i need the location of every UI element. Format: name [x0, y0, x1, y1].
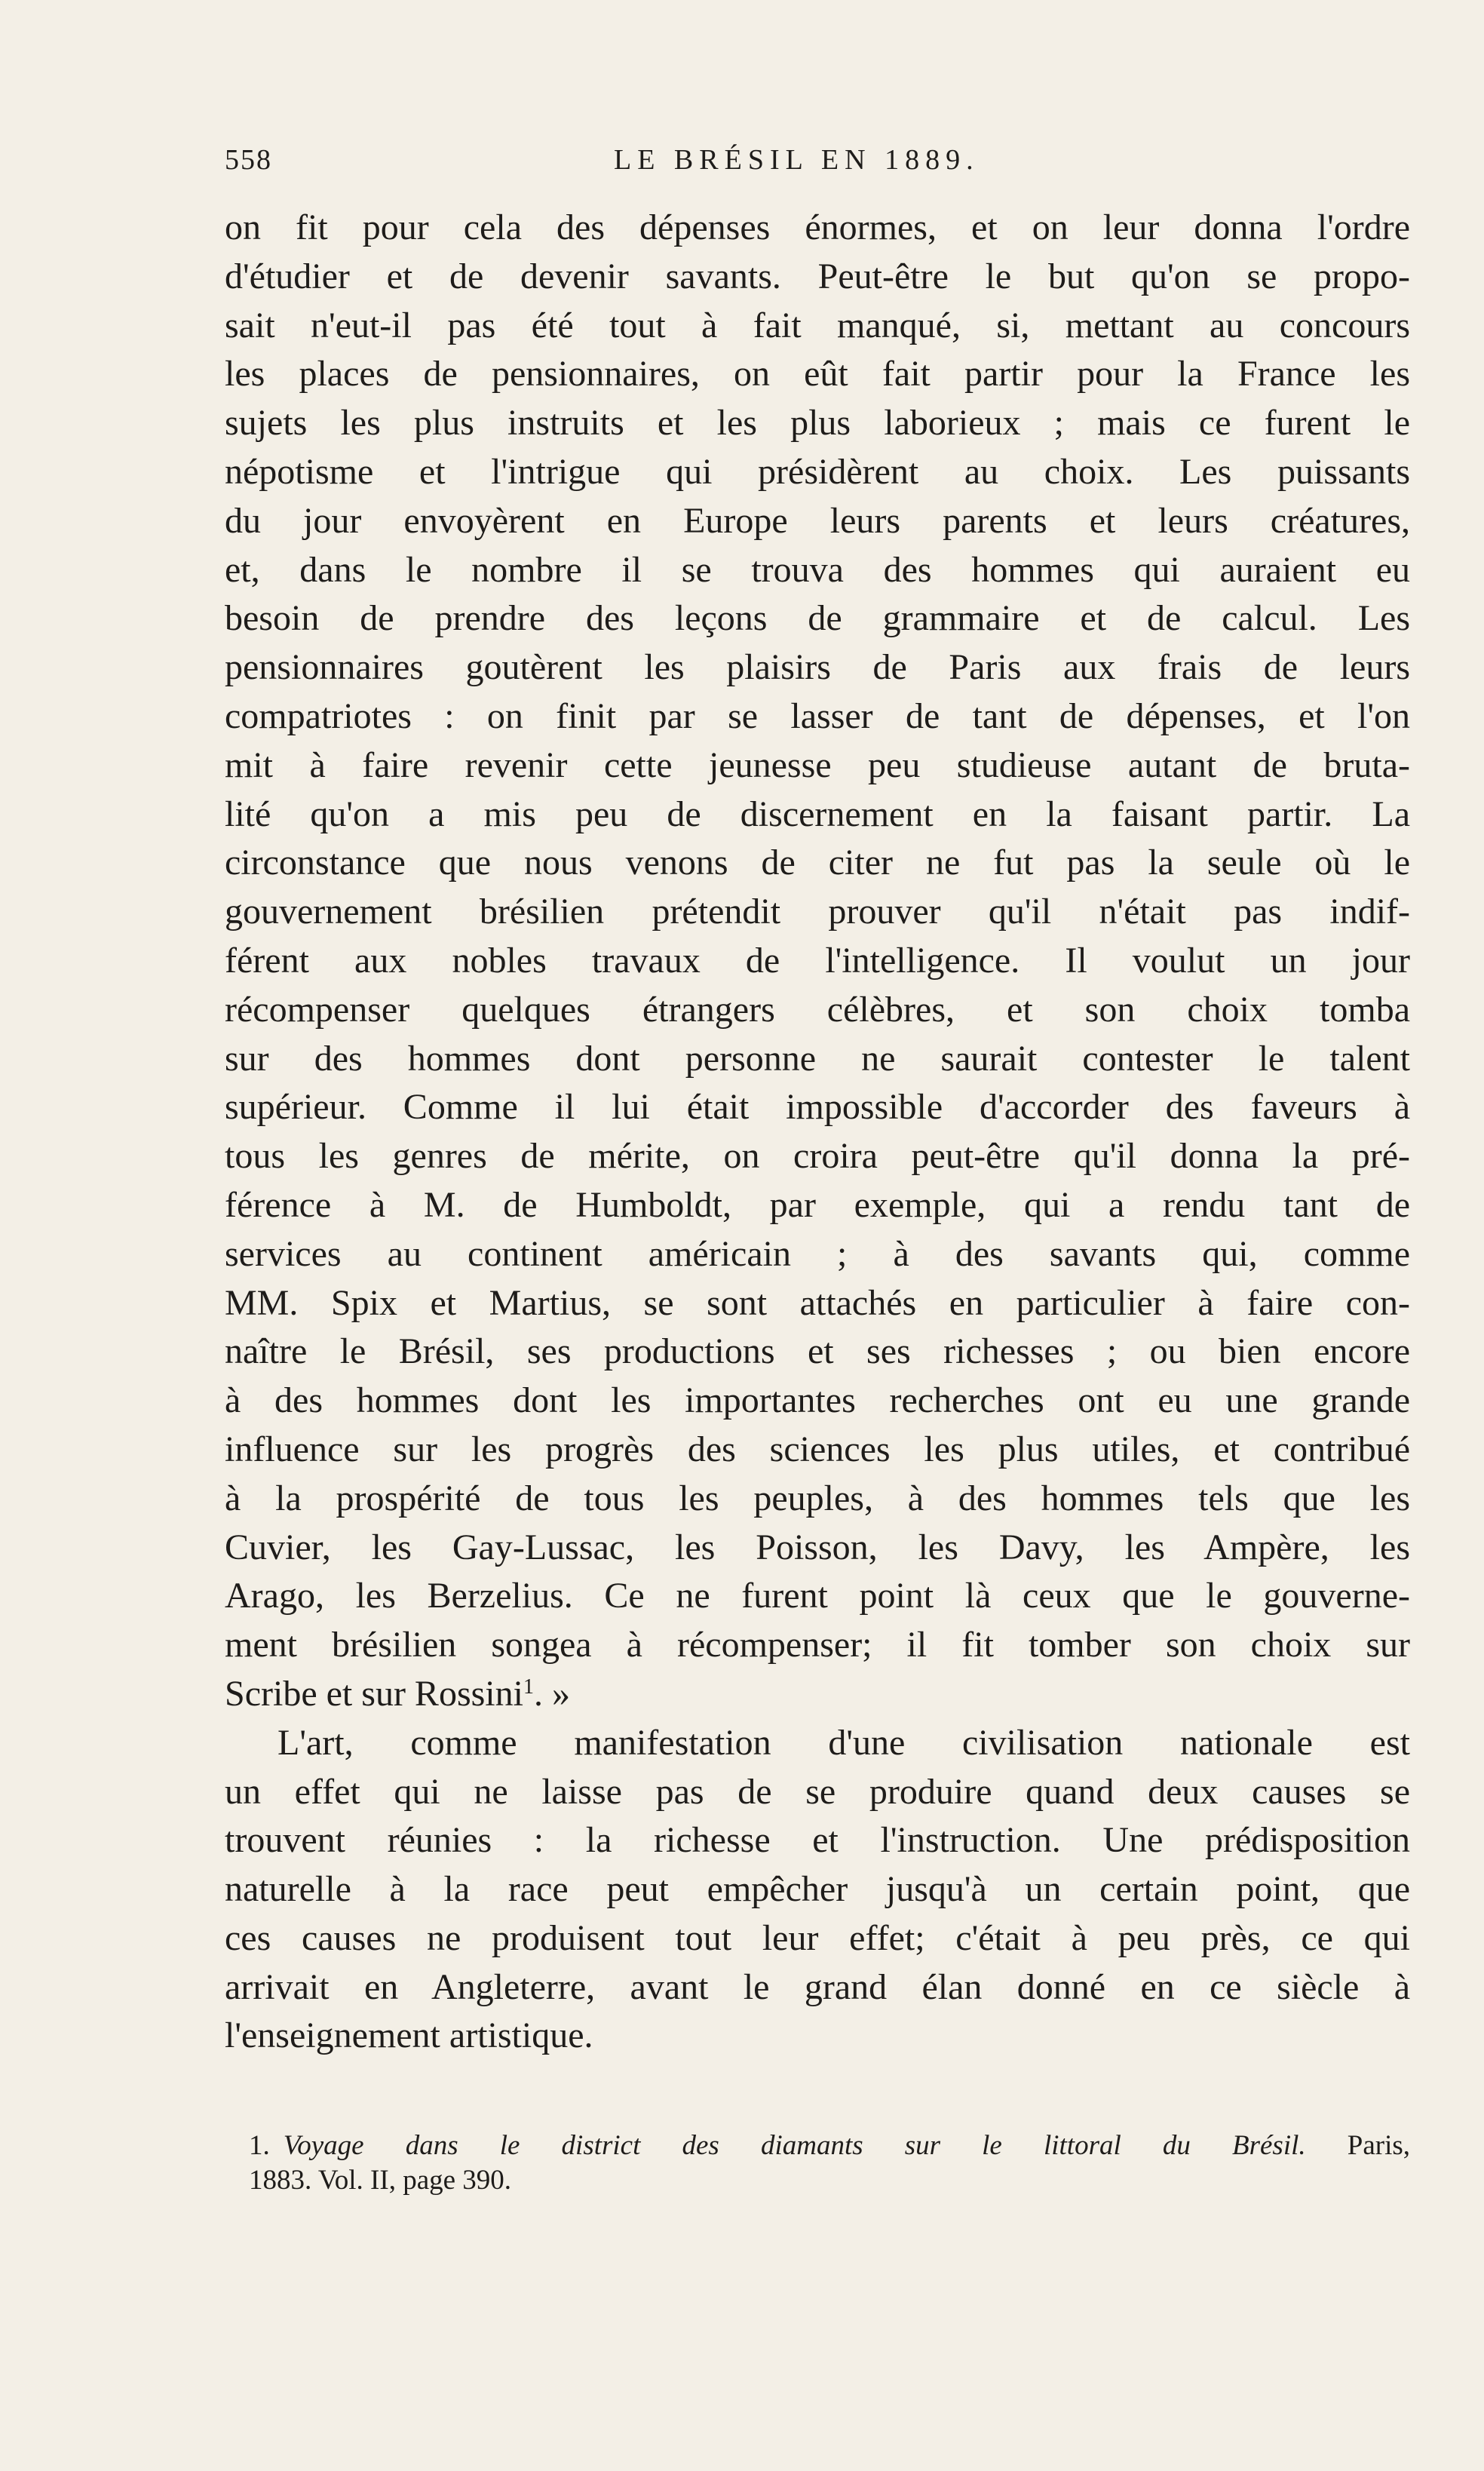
- text-line: circonstance que nous venons de citer ne fut pas la seule où le: [225, 843, 1410, 883]
- paragraph-end-line: [225, 1670, 1410, 1719]
- text-line: trouvent réunies : la richesse et l'instruction. Une prédisposition: [225, 1820, 1410, 1861]
- text-line: sait n'eut-il pas été tout à fait manqué, si, mettant au concours: [225, 305, 1410, 345]
- footnote-place: Paris,: [1305, 2130, 1411, 2161]
- text-line: MM. Spix et Martius, se sont attachés en particulier à faire con-: [225, 1282, 1410, 1323]
- footnote-line: 1883. Vol. II, page 390.: [249, 2165, 512, 2196]
- text-line: services au continent américain ; à des savants qui, comme: [225, 1233, 1410, 1274]
- page-number: 558: [225, 144, 272, 176]
- footnote-title: Voyage dans le district des diamants sur le littoral du Brésil.: [283, 2130, 1306, 2161]
- text-line: sujets les plus instruits et les plus laborieux ; mais ce furent le: [225, 403, 1410, 444]
- text-line: gouvernement brésilien prétendit prouver qu'il n'était pas indif-: [225, 892, 1410, 932]
- text-line: Arago, les Berzelius. Ce ne furent point là ceux que le gouverne-: [225, 1576, 1410, 1616]
- text-line: les places de pensionnaires, on eût fait partir pour la France les: [225, 354, 1410, 394]
- body-text: [225, 204, 1410, 2061]
- footnote-line: [249, 2129, 1410, 2163]
- paragraph-end-text: Scribe et sur Rossini: [225, 1673, 523, 1714]
- text-line: L'art, comme manifestation d'une civilisation nationale est: [277, 1722, 1410, 1763]
- text-line: et, dans le nombre il se trouva des hommes qui auraient eu: [225, 549, 1410, 590]
- text-line: naturelle à la race peut empêcher jusqu'à un certain point, que: [225, 1869, 1410, 1910]
- text-line: on fit pour cela des dépenses énormes, et on leur donna l'ordre: [225, 207, 1410, 247]
- text-line: mit à faire revenir cette jeunesse peu studieuse autant de bruta-: [225, 744, 1410, 785]
- text-line: besoin de prendre des leçons de grammaire et de calcul. Les: [225, 598, 1410, 639]
- text-line: sur des hommes dont personne ne saurait contester le talent: [225, 1038, 1410, 1079]
- text-line: ment brésilien songea à récompenser; il fit tomber son choix sur: [225, 1625, 1410, 1665]
- footnote: [249, 2129, 1410, 2198]
- text-line: tous les genres de mérite, on croira peut-être qu'il donna la pré-: [225, 1136, 1410, 1177]
- text-line: pensionnaires goutèrent les plaisirs de Paris aux frais de leurs: [225, 647, 1410, 688]
- footnote-reference[interactable]: 1: [523, 1674, 534, 1699]
- text-line: lité qu'on a mis peu de discernement en la faisant partir. La: [225, 793, 1410, 834]
- text-line: récompenser quelques étrangers célèbres, et son choix tomba: [225, 989, 1410, 1030]
- footnote-number: 1.: [249, 2130, 270, 2161]
- text-line: férence à M. de Humboldt, par exemple, qui a rendu tant de: [225, 1184, 1410, 1225]
- closing-quote: . »: [533, 1673, 570, 1714]
- running-header: [225, 134, 1416, 187]
- text-line: à la prospérité de tous les peuples, à des hommes tels que les: [225, 1478, 1410, 1518]
- text-line: d'étudier et de devenir savants. Peut-être le but qu'on se propo-: [225, 256, 1410, 296]
- text-line: compatriotes : on finit par se lasser de tant de dépenses, et l'on: [225, 695, 1410, 736]
- text-line: naître le Brésil, ses productions et ses richesses ; ou bien encore: [225, 1331, 1410, 1372]
- text-line: l'enseignement artistique.: [225, 2015, 593, 2056]
- text-line: à des hommes dont les importantes recherches ont eu une grande: [225, 1380, 1410, 1421]
- text-line: ces causes ne produisent tout leur effet; c'était à peu près, ce qui: [225, 1917, 1410, 1958]
- text-line: supérieur. Comme il lui était impossible d'accorder des faveurs à: [225, 1087, 1410, 1128]
- text-line: népotisme et l'intrigue qui présidèrent au choix. Les puissants: [225, 451, 1410, 492]
- text-line: férent aux nobles travaux de l'intelligence. Il voulut un jour: [225, 940, 1410, 981]
- text-line: un effet qui ne laisse pas de se produire quand deux causes se: [225, 1771, 1410, 1812]
- text-line: du jour envoyèrent en Europe leurs parents et leurs créatures,: [225, 500, 1410, 541]
- running-title: LE BRÉSIL EN 1889.: [614, 144, 980, 176]
- text-line: arrivait en Angleterre, avant le grand élan donné en ce siècle à: [225, 1966, 1410, 2007]
- text-line: influence sur les progrès des sciences les plus utiles, et contribué: [225, 1429, 1410, 1469]
- text-line: Cuvier, les Gay-Lussac, les Poisson, les Davy, les Ampère, les: [225, 1527, 1410, 1567]
